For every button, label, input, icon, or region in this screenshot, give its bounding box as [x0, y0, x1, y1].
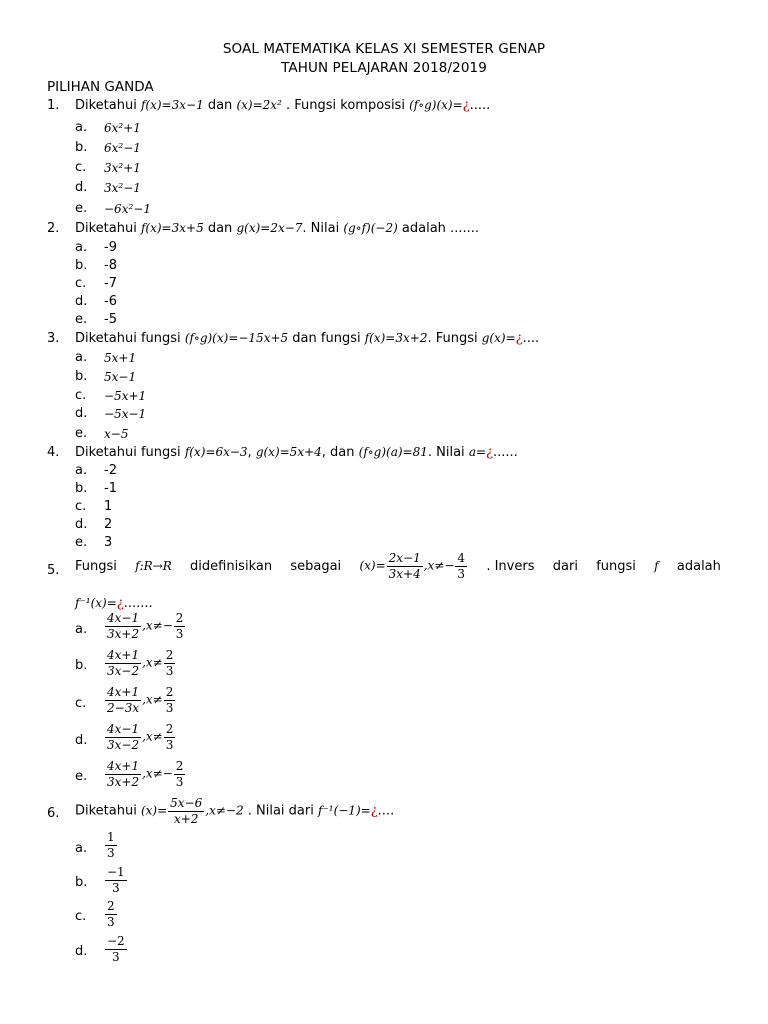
option-value: -8 — [104, 258, 117, 273]
question-text-continued: f⁻¹(x)=¿....... — [75, 596, 153, 611]
option-label: a. — [75, 240, 88, 255]
option-value: $\frac{4x+1}{2-3x}$ ,x≠ $\frac{2}{3}$ — [107, 685, 174, 715]
option-label: e. — [75, 201, 88, 216]
option-value: -5 — [104, 312, 117, 327]
option-label: a. — [75, 350, 88, 365]
question-text: Fungsi f:R→R didefinisikan sebagai (x)= $\frac{2x-1}{3x+4}$ ,x≠− $\frac{4}{3}$ . Invers dari fungsi f adalah — [75, 551, 721, 581]
option-value: -2 — [104, 463, 117, 478]
option-label: b. — [75, 658, 88, 673]
option-value: 3x²+1 — [104, 161, 141, 175]
question-number: 2. — [47, 221, 60, 236]
option-value: $\frac{2}{3}$ — [107, 899, 115, 929]
section-heading: PILIHAN GANDA — [47, 79, 154, 95]
option-value: 5x+1 — [104, 351, 137, 365]
option-label: c. — [75, 696, 87, 711]
option-value: -9 — [104, 240, 117, 255]
option-label: a. — [75, 463, 88, 478]
option-value: 6x²+1 — [104, 121, 141, 135]
option-value: -1 — [104, 481, 117, 496]
option-value: $\frac{-1}{3}$ — [107, 865, 125, 895]
option-label: d. — [75, 294, 88, 309]
option-label: c. — [75, 909, 87, 924]
option-value: x−5 — [104, 427, 129, 441]
fraction: $\frac{2x-1}{3x+4}$ — [388, 551, 421, 581]
option-label: c. — [75, 499, 87, 514]
document-subtitle: TAHUN PELAJARAN 2018/2019 — [281, 60, 487, 76]
option-label: d. — [75, 517, 88, 532]
option-label: e. — [75, 426, 88, 441]
option-label: e. — [75, 312, 88, 327]
option-label: c. — [75, 160, 87, 175]
option-value: −5x−1 — [104, 407, 147, 421]
option-value: -6 — [104, 294, 117, 309]
option-value: $\frac{-2}{3}$ — [107, 934, 125, 964]
option-value: -7 — [104, 276, 117, 291]
question-number: 5. — [47, 563, 60, 578]
option-label: d. — [75, 406, 88, 421]
question-text: Diketahui fungsi (f∘g)(x)=−15x+5 dan fungsi f(x)=3x+2. Fungsi g(x)=¿.... — [75, 331, 540, 346]
question-number: 6. — [47, 806, 60, 821]
option-label: d. — [75, 733, 88, 748]
option-value: 3x²−1 — [104, 181, 141, 195]
option-value: $\frac{4x-1}{3x+2}$ ,x≠− $\frac{2}{3}$ — [107, 611, 184, 641]
option-label: b. — [75, 875, 88, 890]
option-value: $\frac{4x-1}{3x-2}$ ,x≠ $\frac{2}{3}$ — [107, 722, 174, 752]
option-label: d. — [75, 944, 88, 959]
option-value: 2 — [104, 517, 113, 532]
question-text: Diketahui (x)= $\frac{5x-6}{x+2}$ ,x≠−2 . Nilai dari f⁻¹(−1)=¿.... — [75, 796, 395, 826]
option-value: −5x+1 — [104, 389, 147, 403]
option-label: b. — [75, 140, 88, 155]
option-label: c. — [75, 388, 87, 403]
question-number: 4. — [47, 445, 60, 460]
question-number: 1. — [47, 98, 60, 113]
option-label: b. — [75, 369, 88, 384]
option-value: 3 — [104, 535, 113, 550]
option-label: e. — [75, 535, 88, 550]
question-text: Diketahui f(x)=3x−1 dan (x)=2x² . Fungsi komposisi (f∘g)(x)=¿..... — [75, 98, 491, 113]
question-text: Diketahui f(x)=3x+5 dan g(x)=2x−7. Nilai (g∘f)(−2) adalah ....... — [75, 221, 479, 236]
fraction: $\frac{4}{3}$ — [457, 551, 466, 581]
option-label: b. — [75, 258, 88, 273]
option-label: d. — [75, 180, 88, 195]
option-label: b. — [75, 481, 88, 496]
document-title: SOAL MATEMATIKA KELAS XI SEMESTER GENAP — [222, 41, 546, 57]
option-value: 5x−1 — [104, 370, 137, 384]
option-label: e. — [75, 769, 88, 784]
option-label: a. — [75, 622, 88, 637]
option-label: c. — [75, 276, 87, 291]
fraction: $\frac{5x-6}{x+2}$ — [170, 796, 203, 826]
option-value: 6x²−1 — [104, 141, 141, 155]
option-value: 1 — [104, 499, 113, 514]
option-label: a. — [75, 120, 88, 135]
option-value: $\frac{4x+1}{3x-2}$ ,x≠ $\frac{2}{3}$ — [107, 648, 174, 678]
option-label: a. — [75, 841, 88, 856]
question-text: Diketahui fungsi f(x)=6x−3, g(x)=5x+4, dan (f∘g)(a)=81. Nilai a=¿...... — [75, 445, 518, 460]
option-value: $\frac{1}{3}$ — [107, 830, 115, 860]
option-value: −6x²−1 — [104, 202, 151, 216]
question-number: 3. — [47, 331, 60, 346]
option-value: $\frac{4x+1}{3x+2}$ ,x≠− $\frac{2}{3}$ — [107, 759, 184, 789]
